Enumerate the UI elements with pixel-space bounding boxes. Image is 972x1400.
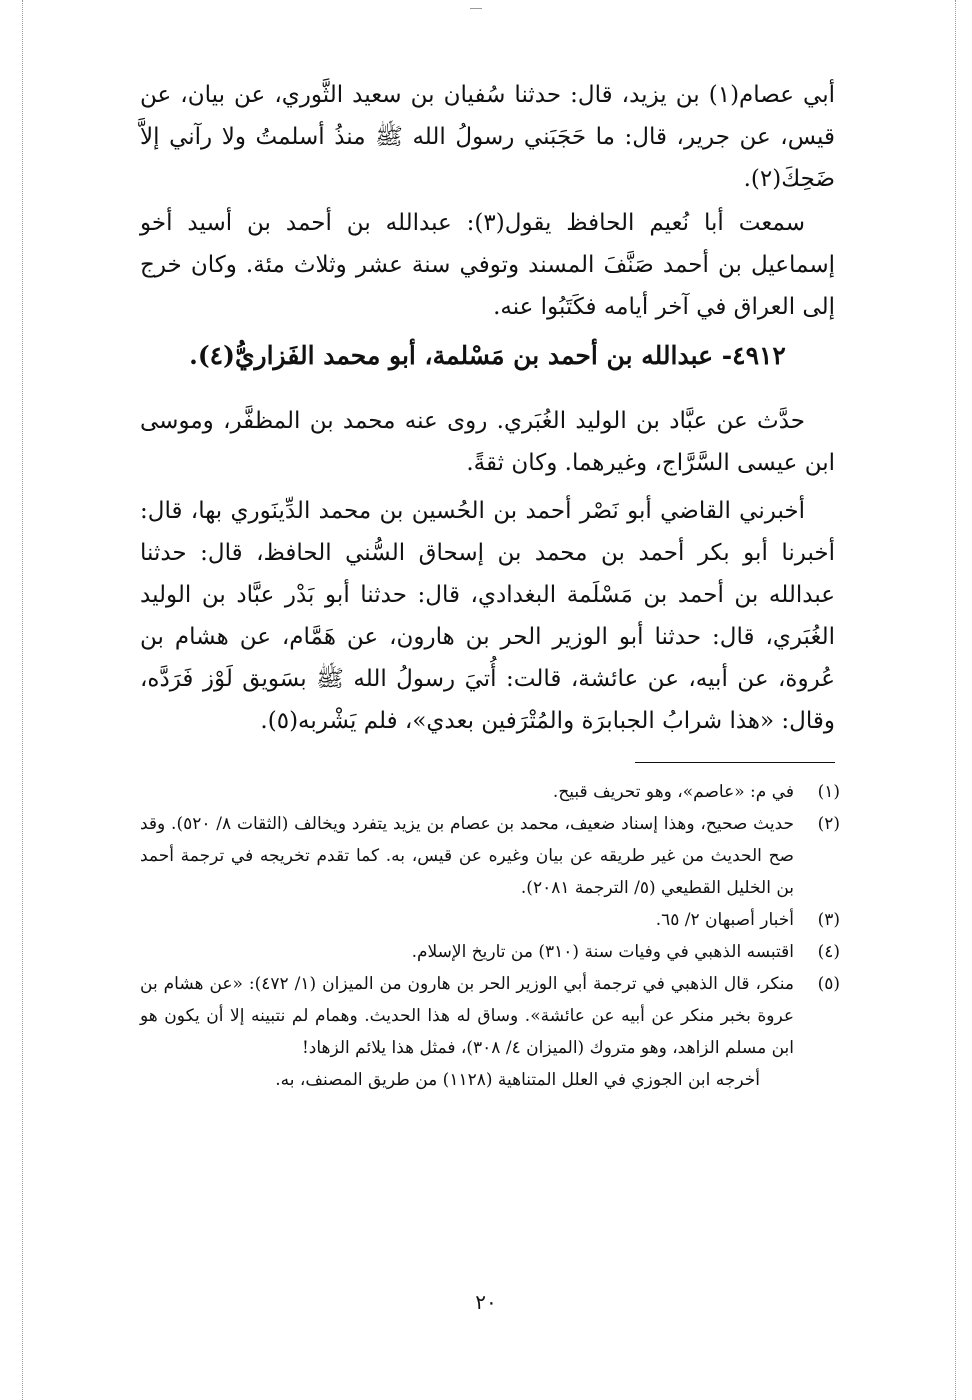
top-crop-mark (470, 0, 482, 9)
footnote-5 (140, 968, 840, 1064)
paragraph-2 (140, 202, 835, 328)
paragraph-1-text: أبي عصام(١) بن يزيد، قال: حدثنا سُفيان بن سعيد الثَّوري، عن بيان، عن قيس، عن جرير، قال: ما حَجَبَني رسولُ الله ﷺ منذُ أسلمتُ ولا رآني إلاَّ ضَحِكَ(٢). (140, 82, 836, 192)
footnote-number: (٣) (817, 910, 840, 930)
footnote-separator (635, 762, 835, 763)
footnote-1 (140, 776, 840, 808)
footnote-3 (140, 904, 840, 936)
footnote-number: (٢) (817, 814, 840, 834)
footnote-text: اقتبسه الذهبي في وفيات سنة (٣١٠) من تاريخ الإسلام. (411, 942, 794, 962)
footnote-text: منكر، قال الذهبي في ترجمة أبي الوزير الحر بن هارون من الميزان (١/ ٤٧٢): «عن هشام بن عروة بخبر منكر عن أبيه عن عائشة». وساق له هذا الحديث. وهمام لم نتبينه إلا أن يكون هو ابن مسلم الزاهد، وهو متروك (الميزان ٤/ ٣٠٨)، فمثل هذا يلائم الزهاد! (140, 974, 794, 1058)
left-margin-guide (22, 0, 23, 1400)
footnote-5-continuation: أخرجه ابن الجوزي في العلل المتناهية (١١٢٨) من طريق المصنف، به. (275, 1070, 760, 1090)
footnote-2 (140, 808, 840, 904)
footnote-number: (٤) (817, 942, 840, 962)
footnote-number: (١) (817, 782, 840, 802)
footnotes (140, 776, 840, 1096)
footnote-text: في م: «عاصم»، وهو تحريف قبيح. (552, 782, 794, 802)
paragraph-4-text: أخبرني القاضي أبو نَصْر أحمد بن الحُسين بن محمد الدِّينَوري بها، قال: أخبرنا أبو بكر أحمد بن محمد بن إسحاق السُّني الحافظ، قال: حدثنا عبدالله بن أحمد بن مَسْلَمة البغدادي، قال: حدثنا أبو بَدْر عبَّاد بن الوليد الغُبَري، قال: حدثنا أبو الوزير الحر بن هارون، عن هَمَّام، عن هشام بن عُروة، عن أبيه، عن عائشة، قالت: أُتيَ رسولُ الله ﷺ بسَويق لَوْز فَرَدَّه، وقال: «هذا شرابُ الجبابرَة والمُتْرَفين بعدي»، فلم يَشْربه(٥). (140, 498, 835, 734)
paragraph-3-text: حدَّث عن عبَّاد بن الوليد الغُبَري. روى عنه محمد بن المظفَّر، وموسى ابن عيسى السَّرَّاج، وغيرهما. وكان ثقةً. (140, 408, 835, 476)
right-margin-guide (955, 0, 956, 1400)
entry-heading: ٤٩١٢- عبدالله بن أحمد بن مَسْلمة، أبو محمد الفَزاريُّ(٤). (189, 341, 786, 370)
paragraph-3 (140, 400, 835, 484)
footnote-text: أخبار أصبهان ٢/ ٦٥. (655, 910, 794, 930)
footnote-4 (140, 936, 840, 968)
footnote-number: (٥) (817, 974, 840, 994)
paragraph-4 (140, 490, 835, 742)
footnote-text: حديث صحيح، وهذا إسناد ضعيف، محمد بن عصام بن يزيد يتفرد ويخالف (الثقات ٨/ ٥٢٠). وقد صح الحديث من غير طريقه عن بيان وغيره عن قيس، به. كما تقدم تخريجه في ترجمة أحمد بن الخليل القطيعي (٥/ الترجمة ٢٠٨١). (140, 814, 794, 898)
page-number: ٢٠ (475, 1290, 497, 1314)
paragraph-1 (140, 74, 835, 200)
paragraph-2-text: سمعت أبا نُعيم الحافظ يقول(٣): عبدالله بن أحمد بن أسيد أخو إسماعيل بن أحمد صَنَّفَ المسند وتوفي سنة عشر وثلاث مئة. وكان خرج إلى العراق في آخر أيامه فكَتَبُوا عنه. (140, 210, 835, 320)
